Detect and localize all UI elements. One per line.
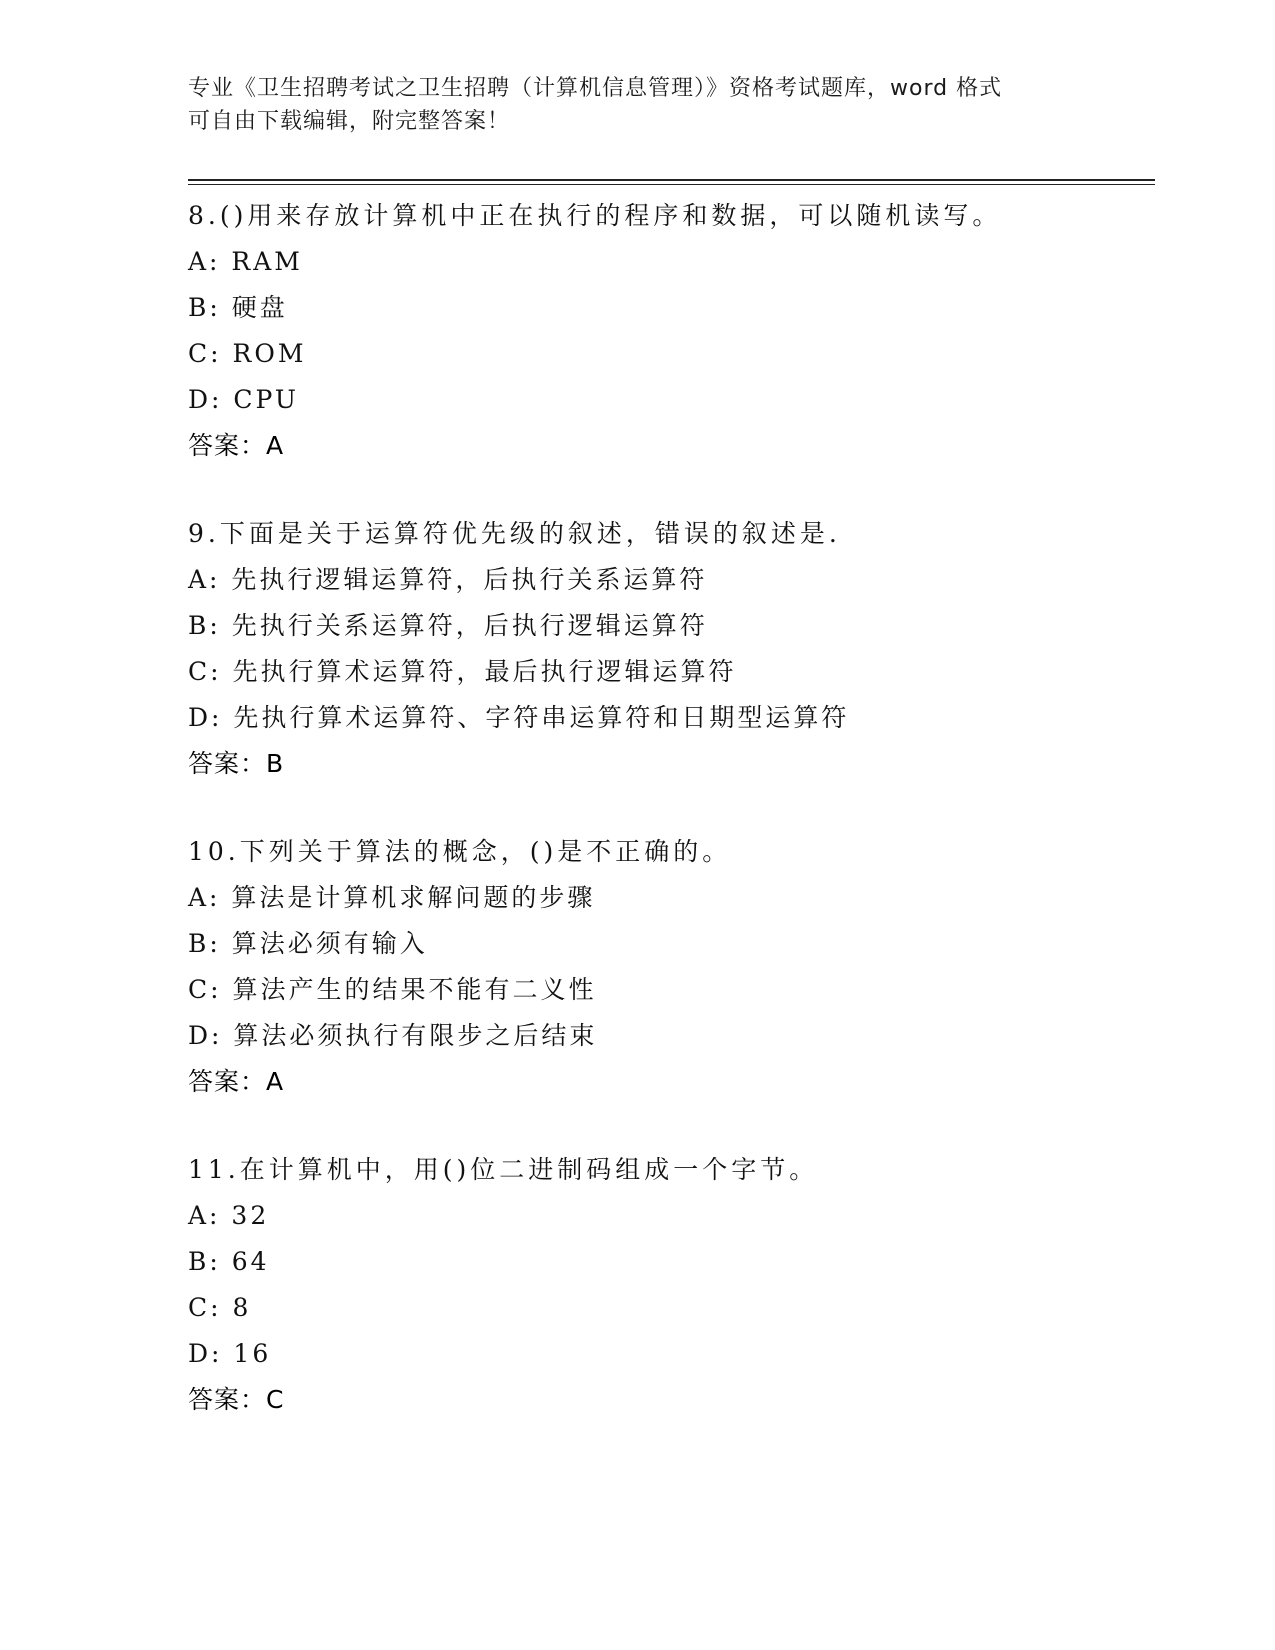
option-c: C: 8 (188, 1293, 252, 1322)
question-stem: 8.()用来存放计算机中正在执行的程序和数据，可以随机读写。 (188, 201, 1002, 230)
option-b: B: 算法必须有输入 (188, 929, 428, 958)
option-a: A: 算法是计算机求解问题的步骤 (188, 883, 596, 912)
option-b: B: 先执行关系运算符，后执行逻辑运算符 (188, 611, 708, 640)
option-a: A: RAM (188, 247, 303, 276)
option-b: B: 硬盘 (188, 293, 288, 322)
question-8 (188, 193, 1148, 469)
option-a: A: 32 (188, 1201, 270, 1230)
option-d: D: 16 (188, 1339, 272, 1368)
option-d: D: 算法必须执行有限步之后结束 (188, 1021, 598, 1050)
header-line-2: 可自由下载编辑，附完整答案！ (188, 109, 511, 134)
option-c: C: 先执行算术运算符，最后执行逻辑运算符 (188, 657, 737, 686)
question-stem: 10.下列关于算法的概念，()是不正确的。 (188, 837, 732, 866)
question-9 (188, 511, 1148, 787)
option-b: B: 64 (188, 1247, 270, 1276)
question-list (188, 193, 1148, 1465)
question-stem: 11.在计算机中，用()位二进制码组成一个字节。 (188, 1155, 819, 1184)
header-divider-thick (188, 179, 1155, 181)
answer-label: 答案：A (188, 431, 285, 460)
option-a: A: 先执行逻辑运算符，后执行关系运算符 (188, 565, 708, 594)
header-line-1: 专业《卫生招聘考试之卫生招聘（计算机信息管理）》资格考试题库，word 格式 (188, 76, 1003, 101)
option-c: C: 算法产生的结果不能有二义性 (188, 975, 597, 1004)
answer-label: 答案：B (188, 749, 285, 778)
answer-label: 答案：A (188, 1067, 285, 1096)
header-divider-thin (188, 184, 1155, 185)
question-10 (188, 829, 1148, 1105)
option-d: D: CPU (188, 385, 299, 414)
answer-label: 答案：C (188, 1385, 285, 1414)
question-11 (188, 1147, 1148, 1423)
option-c: C: ROM (188, 339, 307, 368)
question-stem: 9.下面是关于运算符优先级的叙述，错误的叙述是. (188, 519, 841, 548)
document-header (188, 72, 1088, 138)
option-d: D: 先执行算术运算符、字符串运算符和日期型运算符 (188, 703, 850, 732)
